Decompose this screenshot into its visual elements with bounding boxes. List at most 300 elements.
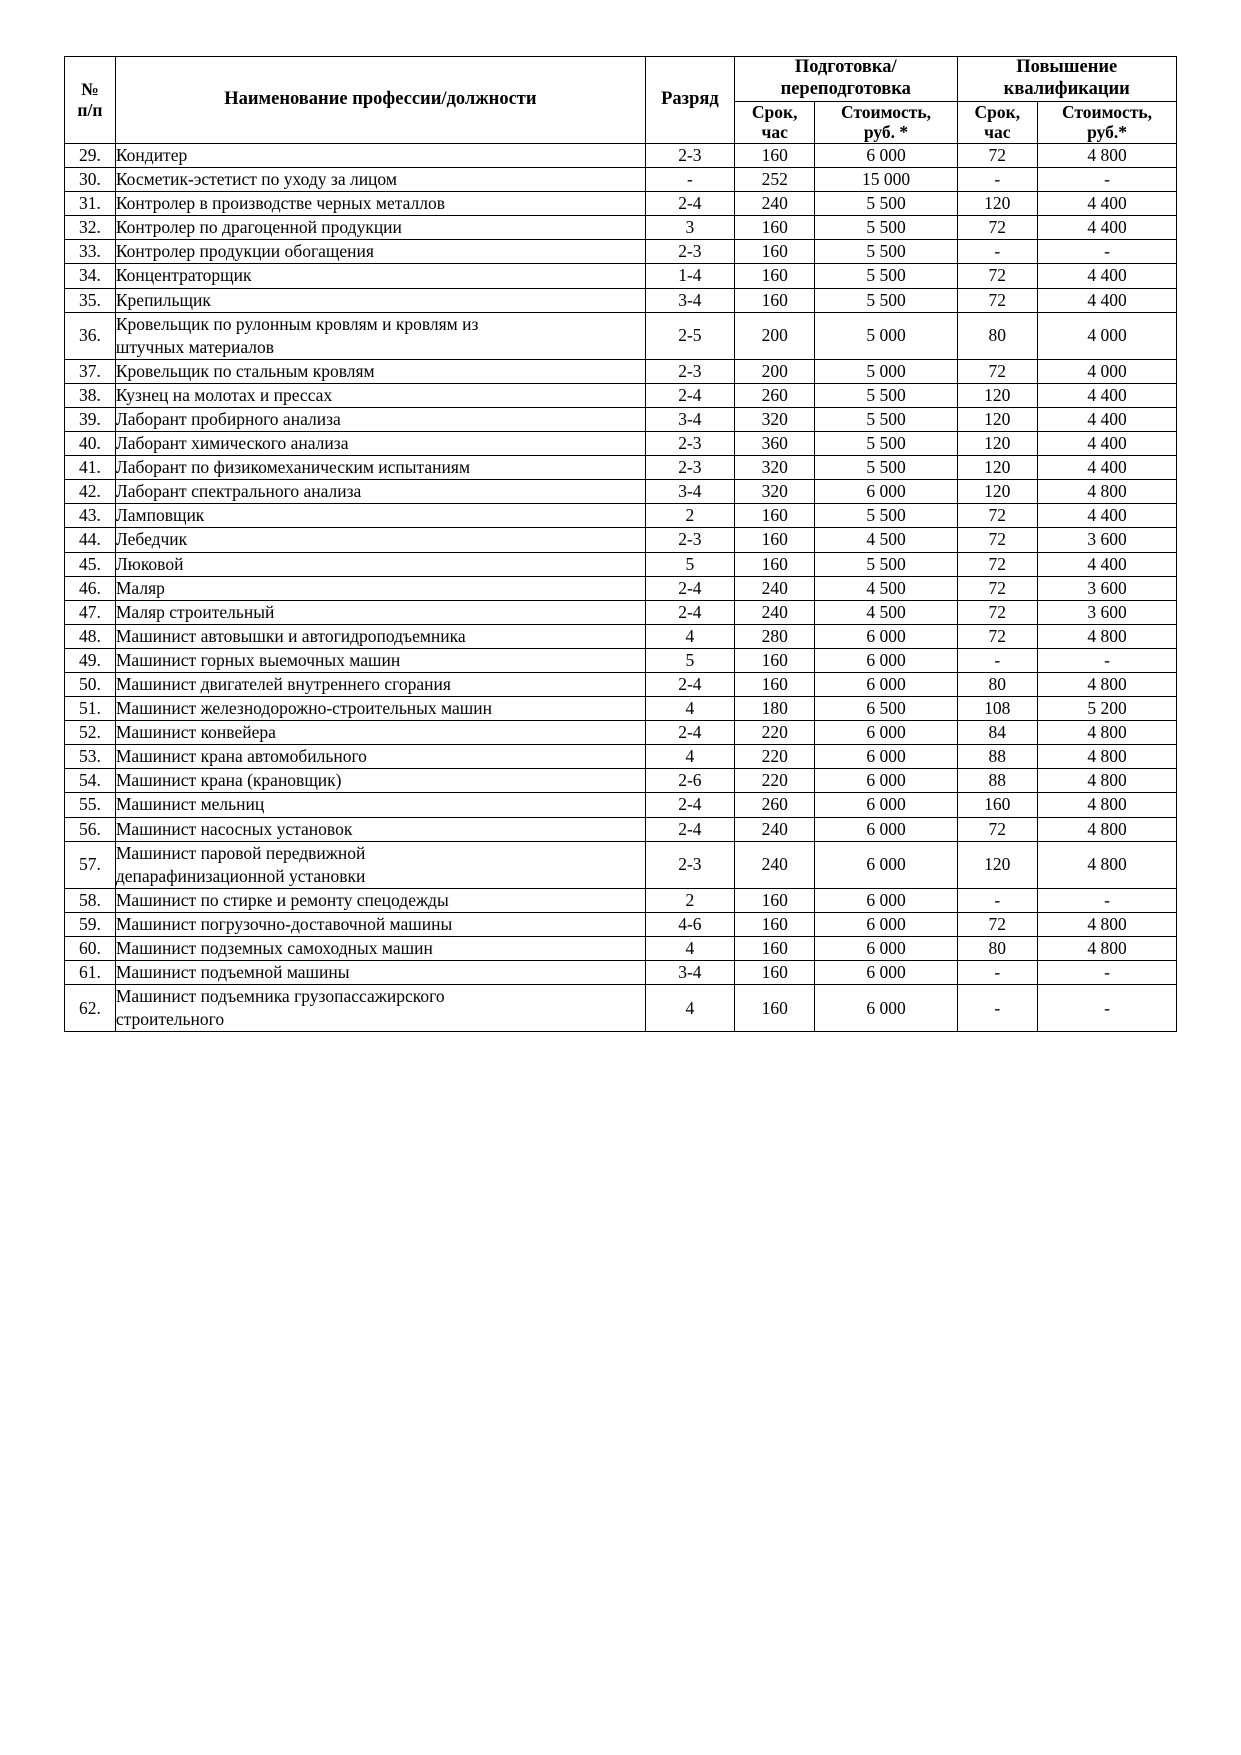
row-number: 31. (65, 192, 116, 216)
upgrade-cost-value: 4 400 (1038, 192, 1177, 216)
upgrade-hours-value: 72 (957, 288, 1038, 312)
row-number: 40. (65, 432, 116, 456)
table-row (65, 648, 1177, 672)
header-upgrade-cost-line2: руб.* (1087, 122, 1127, 143)
upgrade-hours-value: 120 (957, 192, 1038, 216)
upgrade-cost-value: 4 400 (1038, 552, 1177, 576)
profession-name-line1: Контролер продукции обогащения (115, 241, 374, 262)
rank-value: - (645, 168, 734, 192)
upgrade-hours-value: 120 (957, 383, 1038, 407)
table-row (65, 480, 1177, 504)
profession-name-line1: Лаборант пробирного анализа (115, 408, 341, 429)
preparation-hours-value: 320 (734, 407, 815, 431)
upgrade-hours-value: 72 (957, 624, 1038, 648)
rank-value: 2 (645, 888, 734, 912)
rank-value: 2-5 (645, 312, 734, 359)
rank-value: 2-3 (645, 841, 734, 888)
profession-name-line1: Машинист горных выемочных машин (115, 649, 401, 670)
upgrade-cost-value: 4 800 (1038, 721, 1177, 745)
preparation-cost-value: 5 500 (815, 216, 957, 240)
preparation-hours-value: 160 (734, 673, 815, 697)
row-number: 49. (65, 648, 116, 672)
row-number: 29. (65, 143, 116, 167)
row-number: 59. (65, 912, 116, 936)
profession-name-line1: Маляр (115, 577, 165, 598)
table-row (65, 528, 1177, 552)
preparation-hours-value: 252 (734, 168, 815, 192)
preparation-hours-value: 160 (734, 961, 815, 985)
upgrade-hours-value: 120 (957, 432, 1038, 456)
header-preparation-hours (734, 101, 815, 143)
rank-value: 5 (645, 552, 734, 576)
rank-value: 2-3 (645, 240, 734, 264)
profession-name (115, 216, 645, 240)
header-preparation-hours-line1: Срок, (751, 101, 798, 122)
header-upgrade-cost (1038, 101, 1177, 143)
table-row (65, 359, 1177, 383)
table-row (65, 721, 1177, 745)
preparation-hours-value: 240 (734, 192, 815, 216)
profession-name-line1: Машинист подъемника грузопассажирского (115, 986, 445, 1007)
rank-value: 2-4 (645, 192, 734, 216)
upgrade-cost-value: - (1038, 168, 1177, 192)
profession-name-line1: Машинист насосных установок (115, 818, 353, 839)
preparation-cost-value: 5 500 (815, 240, 957, 264)
row-number: 36. (65, 312, 116, 359)
upgrade-hours-value: 72 (957, 552, 1038, 576)
upgrade-hours-value: 120 (957, 407, 1038, 431)
table-row (65, 600, 1177, 624)
rank-value: 4 (645, 985, 734, 1032)
upgrade-cost-value: 4 800 (1038, 624, 1177, 648)
rank-value: 2-4 (645, 673, 734, 697)
row-number: 37. (65, 359, 116, 383)
preparation-hours-value: 160 (734, 912, 815, 936)
rank-value: 2-3 (645, 528, 734, 552)
upgrade-hours-value: 72 (957, 264, 1038, 288)
rank-value: 2-4 (645, 817, 734, 841)
preparation-cost-value: 5 500 (815, 264, 957, 288)
upgrade-hours-value: 120 (957, 480, 1038, 504)
profession-name-line1: Машинист по стирке и ремонту спецодежды (115, 889, 449, 910)
preparation-cost-value: 5 500 (815, 288, 957, 312)
profession-name-line1: Контролер по драгоценной продукции (115, 217, 402, 238)
row-number: 48. (65, 624, 116, 648)
upgrade-hours-value: - (957, 648, 1038, 672)
upgrade-cost-value: 4 800 (1038, 143, 1177, 167)
upgrade-hours-value: 108 (957, 697, 1038, 721)
profession-name (115, 504, 645, 528)
header-upgrade-hours (957, 101, 1038, 143)
table-row (65, 312, 1177, 359)
preparation-hours-value: 280 (734, 624, 815, 648)
rank-value: 2-3 (645, 432, 734, 456)
profession-name-line2: строительного (115, 1009, 225, 1030)
preparation-cost-value: 5 000 (815, 359, 957, 383)
upgrade-hours-value: 88 (957, 769, 1038, 793)
upgrade-cost-value: 4 800 (1038, 673, 1177, 697)
profession-name (115, 721, 645, 745)
preparation-hours-value: 160 (734, 937, 815, 961)
preparation-cost-value: 4 500 (815, 528, 957, 552)
upgrade-hours-value: 72 (957, 912, 1038, 936)
header-upgrade-cost-line1: Стоимость, (1062, 101, 1153, 122)
preparation-hours-value: 160 (734, 528, 815, 552)
upgrade-hours-value: 120 (957, 456, 1038, 480)
preparation-hours-value: 160 (734, 648, 815, 672)
profession-name (115, 576, 645, 600)
profession-name (115, 817, 645, 841)
profession-name (115, 769, 645, 793)
preparation-cost-value: 6 000 (815, 793, 957, 817)
profession-name-line1: Маляр строительный (115, 601, 275, 622)
upgrade-hours-value: - (957, 240, 1038, 264)
row-number: 51. (65, 697, 116, 721)
upgrade-cost-value: 3 600 (1038, 576, 1177, 600)
upgrade-hours-value: 80 (957, 312, 1038, 359)
row-number: 60. (65, 937, 116, 961)
header-preparation-cost-line2: руб. * (863, 122, 909, 143)
preparation-hours-value: 160 (734, 552, 815, 576)
profession-name-line1: Кровельщик по рулонным кровлям и кровлям из (115, 313, 479, 334)
preparation-hours-value: 160 (734, 888, 815, 912)
upgrade-cost-value: 4 800 (1038, 793, 1177, 817)
row-number: 35. (65, 288, 116, 312)
header-preparation-hours-line2: час (761, 122, 788, 143)
table-row (65, 888, 1177, 912)
upgrade-hours-value: - (957, 961, 1038, 985)
preparation-hours-value: 220 (734, 769, 815, 793)
header-group-upgrade (957, 57, 1176, 102)
rank-value: 2-3 (645, 359, 734, 383)
preparation-hours-value: 200 (734, 359, 815, 383)
profession-name-line1: Машинист автовышки и автогидроподъемника (115, 625, 466, 646)
upgrade-cost-value: - (1038, 888, 1177, 912)
preparation-hours-value: 240 (734, 841, 815, 888)
preparation-hours-value: 200 (734, 312, 815, 359)
upgrade-hours-value: 72 (957, 143, 1038, 167)
preparation-cost-value: 6 000 (815, 648, 957, 672)
preparation-hours-value: 160 (734, 143, 815, 167)
header-profession-name: Наименование профессии/должности (115, 57, 645, 144)
upgrade-hours-value: 72 (957, 817, 1038, 841)
rank-value: 4 (645, 697, 734, 721)
profession-name (115, 745, 645, 769)
upgrade-cost-value: 4 400 (1038, 504, 1177, 528)
upgrade-cost-value: - (1038, 985, 1177, 1032)
upgrade-cost-value: 4 800 (1038, 937, 1177, 961)
row-number: 33. (65, 240, 116, 264)
preparation-cost-value: 5 500 (815, 456, 957, 480)
row-number: 58. (65, 888, 116, 912)
upgrade-hours-value: - (957, 985, 1038, 1032)
upgrade-hours-value: 72 (957, 600, 1038, 624)
row-number: 50. (65, 673, 116, 697)
upgrade-cost-value: - (1038, 240, 1177, 264)
profession-name (115, 841, 645, 888)
upgrade-hours-value: - (957, 168, 1038, 192)
preparation-hours-value: 220 (734, 721, 815, 745)
upgrade-hours-value: 120 (957, 841, 1038, 888)
table-row (65, 216, 1177, 240)
preparation-cost-value: 6 000 (815, 721, 957, 745)
table-row (65, 552, 1177, 576)
preparation-cost-value: 6 000 (815, 769, 957, 793)
upgrade-cost-value: - (1038, 648, 1177, 672)
upgrade-cost-value: 4 800 (1038, 480, 1177, 504)
table-row (65, 673, 1177, 697)
profession-name-line1: Машинист подземных самоходных машин (115, 938, 433, 959)
row-number: 45. (65, 552, 116, 576)
profession-name (115, 912, 645, 936)
preparation-hours-value: 320 (734, 456, 815, 480)
preparation-hours-value: 240 (734, 576, 815, 600)
header-group-upgrade-line1: Повышение (1016, 57, 1118, 77)
row-number: 43. (65, 504, 116, 528)
table-row (65, 745, 1177, 769)
header-number-line1: № (81, 79, 99, 100)
row-number: 42. (65, 480, 116, 504)
profession-name-line1: Машинист подъемной машины (115, 962, 350, 983)
profession-name-line1: Машинист железнодорожно-строительных машин (115, 698, 492, 719)
rank-value: 3 (645, 216, 734, 240)
profession-name (115, 359, 645, 383)
upgrade-hours-value: 72 (957, 216, 1038, 240)
upgrade-hours-value: 88 (957, 745, 1038, 769)
preparation-hours-value: 220 (734, 745, 815, 769)
header-row-top (65, 57, 1177, 102)
profession-name (115, 480, 645, 504)
profession-name (115, 673, 645, 697)
profession-price-table (64, 56, 1177, 1032)
upgrade-cost-value: 4 000 (1038, 359, 1177, 383)
upgrade-cost-value: 4 400 (1038, 407, 1177, 431)
upgrade-cost-value: 4 400 (1038, 456, 1177, 480)
header-group-preparation-line2: переподготовка (780, 78, 911, 99)
rank-value: 3-4 (645, 288, 734, 312)
table-row (65, 793, 1177, 817)
profession-name (115, 937, 645, 961)
profession-name (115, 552, 645, 576)
rank-value: 1-4 (645, 264, 734, 288)
row-number: 62. (65, 985, 116, 1032)
profession-name-line1: Кровельщик по стальным кровлям (115, 360, 375, 381)
upgrade-cost-value: 4 800 (1038, 841, 1177, 888)
table-row (65, 937, 1177, 961)
table-row (65, 576, 1177, 600)
rank-value: 2 (645, 504, 734, 528)
header-rank: Разряд (645, 57, 734, 144)
row-number: 56. (65, 817, 116, 841)
row-number: 53. (65, 745, 116, 769)
rank-value: 2-3 (645, 143, 734, 167)
profession-name-line1: Ламповщик (115, 505, 205, 526)
upgrade-cost-value: 5 200 (1038, 697, 1177, 721)
rank-value: 4-6 (645, 912, 734, 936)
profession-name-line1: Машинист мельниц (115, 794, 265, 815)
preparation-cost-value: 5 500 (815, 504, 957, 528)
profession-name (115, 407, 645, 431)
preparation-hours-value: 160 (734, 985, 815, 1032)
preparation-hours-value: 160 (734, 216, 815, 240)
preparation-cost-value: 6 000 (815, 673, 957, 697)
table-row (65, 383, 1177, 407)
preparation-hours-value: 320 (734, 480, 815, 504)
rank-value: 4 (645, 937, 734, 961)
profession-name (115, 192, 645, 216)
profession-name (115, 697, 645, 721)
profession-name-line1: Контролер в производстве черных металлов (115, 193, 446, 214)
profession-name (115, 624, 645, 648)
table-row (65, 817, 1177, 841)
preparation-cost-value: 6 000 (815, 937, 957, 961)
preparation-hours-value: 260 (734, 793, 815, 817)
row-number: 55. (65, 793, 116, 817)
profession-name-line1: Машинист двигателей внутреннего сгорания (115, 674, 451, 694)
profession-name (115, 888, 645, 912)
upgrade-cost-value: 4 400 (1038, 216, 1177, 240)
upgrade-hours-value: 160 (957, 793, 1038, 817)
preparation-hours-value: 260 (734, 383, 815, 407)
preparation-hours-value: 240 (734, 817, 815, 841)
preparation-cost-value: 6 500 (815, 697, 957, 721)
table-row (65, 407, 1177, 431)
header-preparation-cost-line1: Стоимость, (840, 101, 932, 122)
preparation-cost-value: 5 500 (815, 432, 957, 456)
profession-name-line1: Машинист крана (крановщик) (115, 770, 342, 791)
table-header (65, 57, 1177, 144)
preparation-cost-value: 4 500 (815, 576, 957, 600)
table-row (65, 168, 1177, 192)
row-number: 52. (65, 721, 116, 745)
profession-name (115, 961, 645, 985)
table-row (65, 288, 1177, 312)
upgrade-cost-value: 4 800 (1038, 769, 1177, 793)
table-row (65, 985, 1177, 1032)
upgrade-hours-value: 80 (957, 937, 1038, 961)
rank-value: 2-3 (645, 456, 734, 480)
preparation-cost-value: 6 000 (815, 143, 957, 167)
upgrade-cost-value: 4 400 (1038, 383, 1177, 407)
row-number: 41. (65, 456, 116, 480)
preparation-hours-value: 240 (734, 600, 815, 624)
table-row (65, 264, 1177, 288)
row-number: 46. (65, 576, 116, 600)
rank-value: 2-4 (645, 576, 734, 600)
profession-name-line1: Косметик-эстетист по уходу за лицом (115, 169, 397, 190)
rank-value: 4 (645, 745, 734, 769)
row-number: 32. (65, 216, 116, 240)
profession-name-line1: Лебедчик (115, 529, 188, 550)
upgrade-hours-value: 72 (957, 359, 1038, 383)
profession-name-line1: Крепильщик (115, 289, 211, 310)
row-number: 57. (65, 841, 116, 888)
upgrade-cost-value: 4 400 (1038, 432, 1177, 456)
preparation-cost-value: 6 000 (815, 817, 957, 841)
table-row (65, 240, 1177, 264)
upgrade-hours-value: 72 (957, 576, 1038, 600)
preparation-hours-value: 160 (734, 264, 815, 288)
header-group-upgrade-line2: квалификации (1003, 78, 1130, 99)
preparation-cost-value: 5 500 (815, 192, 957, 216)
preparation-cost-value: 5 000 (815, 312, 957, 359)
rank-value: 2-4 (645, 383, 734, 407)
table-row (65, 961, 1177, 985)
preparation-cost-value: 6 000 (815, 985, 957, 1032)
profession-name-line1: Кондитер (115, 144, 188, 165)
table-row (65, 192, 1177, 216)
upgrade-cost-value: 4 800 (1038, 912, 1177, 936)
preparation-cost-value: 5 500 (815, 383, 957, 407)
row-number: 34. (65, 264, 116, 288)
profession-name (115, 432, 645, 456)
profession-name-line1: Концентраторщик (115, 265, 252, 286)
preparation-cost-value: 5 500 (815, 552, 957, 576)
preparation-hours-value: 160 (734, 504, 815, 528)
row-number: 61. (65, 961, 116, 985)
table-row (65, 912, 1177, 936)
profession-name (115, 240, 645, 264)
profession-name (115, 793, 645, 817)
upgrade-cost-value: 4 400 (1038, 288, 1177, 312)
profession-name-line1: Лаборант химического анализа (115, 433, 349, 454)
profession-name-line1: Машинист погрузочно-доставочной машины (115, 913, 453, 934)
table-row (65, 504, 1177, 528)
preparation-cost-value: 5 500 (815, 407, 957, 431)
profession-name (115, 312, 645, 359)
profession-name (115, 264, 645, 288)
header-number (65, 57, 116, 144)
row-number: 39. (65, 407, 116, 431)
profession-name-line1: Машинист паровой передвижной (115, 842, 366, 863)
upgrade-hours-value: 80 (957, 673, 1038, 697)
table-row (65, 456, 1177, 480)
rank-value: 2-4 (645, 721, 734, 745)
rank-value: 3-4 (645, 961, 734, 985)
preparation-cost-value: 6 000 (815, 912, 957, 936)
table-row (65, 143, 1177, 167)
profession-name-line1: Кузнец на молотах и прессах (115, 384, 333, 405)
profession-name (115, 168, 645, 192)
upgrade-cost-value: 3 600 (1038, 600, 1177, 624)
header-preparation-cost (815, 101, 957, 143)
profession-name (115, 288, 645, 312)
table-row (65, 769, 1177, 793)
profession-name-line1: Машинист крана автомобильного (115, 746, 367, 767)
preparation-cost-value: 6 000 (815, 961, 957, 985)
table-row (65, 841, 1177, 888)
upgrade-hours-value: 72 (957, 528, 1038, 552)
preparation-cost-value: 6 000 (815, 745, 957, 769)
profession-name (115, 456, 645, 480)
preparation-hours-value: 180 (734, 697, 815, 721)
upgrade-cost-value: 4 800 (1038, 745, 1177, 769)
header-number-line2: п/п (77, 99, 103, 120)
upgrade-hours-value: 84 (957, 721, 1038, 745)
rank-value: 5 (645, 648, 734, 672)
upgrade-cost-value: - (1038, 961, 1177, 985)
upgrade-cost-value: 3 600 (1038, 528, 1177, 552)
preparation-hours-value: 360 (734, 432, 815, 456)
profession-name-line1: Машинист конвейера (115, 722, 276, 743)
rank-value: 3-4 (645, 480, 734, 504)
rank-value: 3-4 (645, 407, 734, 431)
preparation-cost-value: 15 000 (815, 168, 957, 192)
table-body (65, 143, 1177, 1031)
header-group-preparation (734, 57, 957, 102)
rank-value: 2-4 (645, 793, 734, 817)
header-group-preparation-line1: Подготовка/ (794, 57, 897, 77)
